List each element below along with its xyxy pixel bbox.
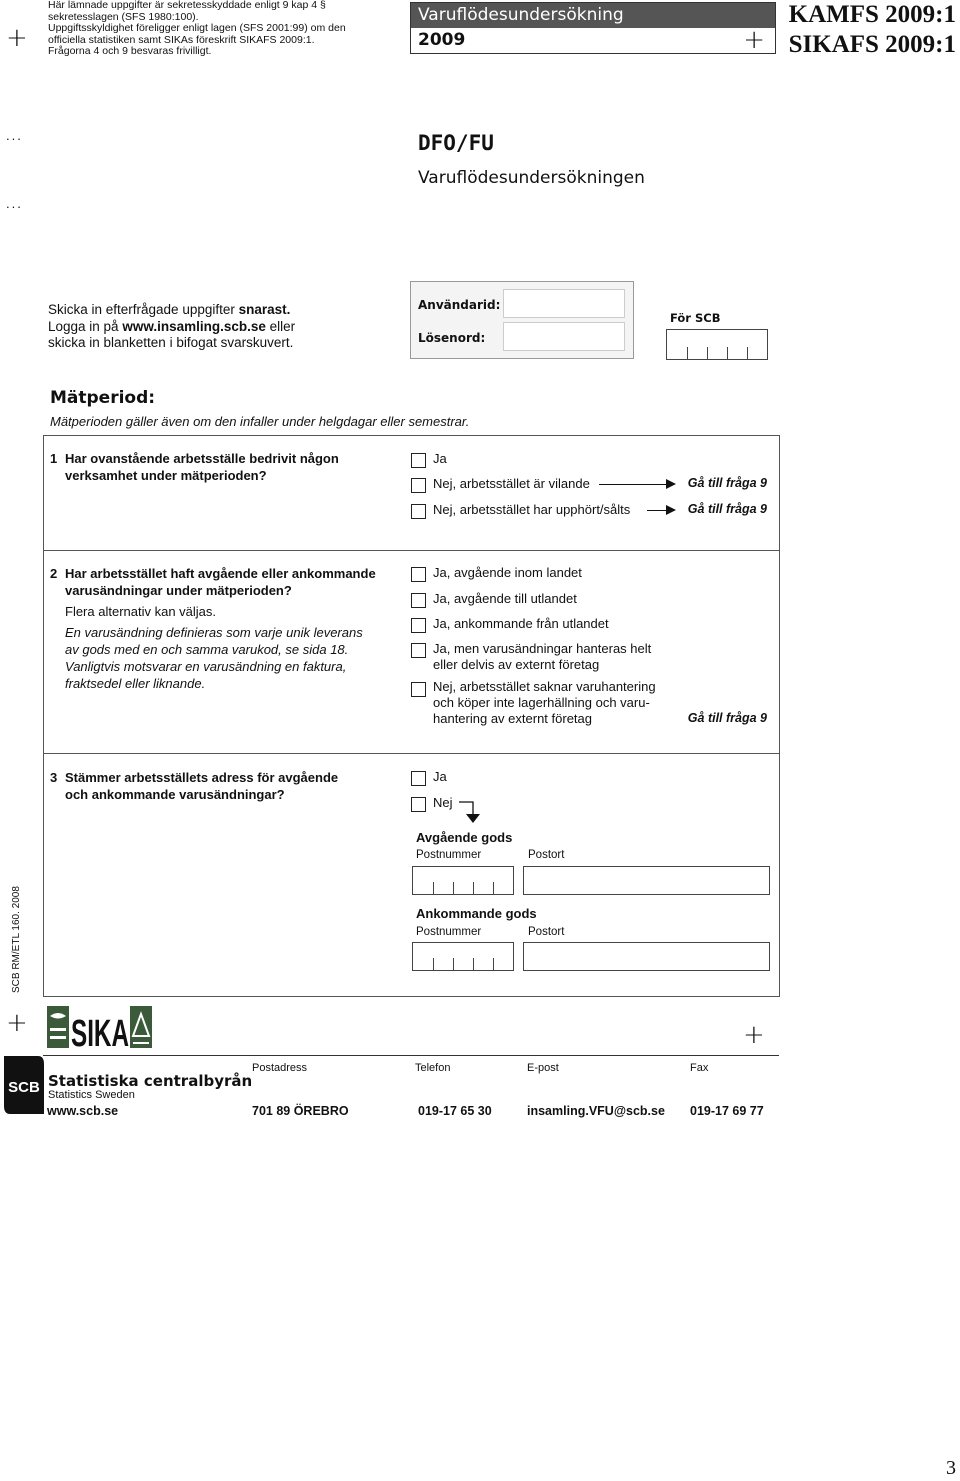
q2-option-2-checkbox[interactable] xyxy=(411,593,426,608)
postcode-label: Postnummer xyxy=(416,849,482,861)
q3-option-nej-checkbox[interactable] xyxy=(411,797,426,812)
q2-option-label: Ja, men varusändningar hanteras helt eller delvis av externt företag xyxy=(433,641,652,672)
question-1: 1 Har ovanstående arbetsställe bedrivit någon verksamhet under mätperioden? Ja Nej, arbetsstället är vilande Gå till fråga 9 Nej, arbetsstället har upphört/sålts Gå till fråga 9 xyxy=(43,435,780,551)
question-3-text: Stämmer arbetsställets adress för avgående och ankommande varusändningar? xyxy=(65,770,339,802)
q1-option-ja-checkbox[interactable] xyxy=(411,453,426,468)
email-label: E-post xyxy=(527,1062,559,1074)
website-link[interactable]: www.scb.se xyxy=(47,1104,119,1118)
question-2-text: Har arbetsstället haft avgående eller ankommande varusändningar under mätperioden? Flera alternativ kan väljas. En varusändning definieras som varje unik leverans av gods med en och samma varukod, se sida 18. Vanligtvis motsvarar en varusändning en faktura, fraktsedel eller liknande. xyxy=(65,566,376,691)
postal-label: Postadress xyxy=(252,1062,308,1074)
q1-option-label: Ja xyxy=(433,451,447,466)
fax-label: Fax xyxy=(690,1062,709,1074)
footer-divider xyxy=(43,1055,779,1056)
org-code: DFO/FU xyxy=(418,131,494,155)
goto-label: Gå till fråga 9 xyxy=(687,476,767,490)
regulation-codes: KAMFS 2009:1 SIKAFS 2009:1 xyxy=(788,1,956,58)
user-id-label: Användarid: xyxy=(418,298,501,312)
q2-option-3-checkbox[interactable] xyxy=(411,618,426,633)
insamling-link[interactable]: www.insamling.scb.se xyxy=(122,318,266,334)
period-note: Mätperioden gäller även om den infaller under helgdagar eller semestrar. xyxy=(50,414,470,429)
arrow-right-icon xyxy=(599,484,667,485)
incoming-postcode-field[interactable] xyxy=(412,942,514,971)
city-label: Postort xyxy=(528,849,565,861)
question-2: 2 Har arbetsstället haft avgående eller ankommande varusändningar under mätperioden? Flera alternativ kan väljas. En varusändning definieras som varje unik leverans av gods med en och samma varukod, se sida 18. Vanligtvis motsvarar en varusändning en faktura, fraktsedel eller liknande. Ja, avgående inom landet Ja, avgående till utlandet Ja, ankommande från utlandet Ja, men varusändningar hanteras helt eller delvis av externt företag Nej, arbetsstället saknar varuhantering och köper inte lagerhällning och varu- hantering av externt företag Gå till fråga 9 xyxy=(43,549,780,754)
q2-option-label: Ja, avgående till utlandet xyxy=(433,591,577,606)
registration-mark-icon: + xyxy=(6,23,28,53)
intro-text: Skicka in efterfrågade uppgifter snarast. Logga in på www.insamling.scb.se eller skicka in blanketten i bifogat svarskuvert. xyxy=(48,302,296,350)
incoming-title: Ankommande gods xyxy=(416,906,537,921)
sika-logo xyxy=(47,1006,153,1050)
confidentiality-note: Här lämnade uppgifter är sekretesskyddade enligt 9 kap 4 § sekretesslagen (SFS 1980:100). Uppgiftsskyldighet föreligger enligt lagen (SFS 2001:99) om den officiella statistiken samt SIKAs föreskrift SIKAFS 2009:1. Frågorna 4 och 9 besvaras frivilligt. xyxy=(48,0,346,57)
q2-option-1-checkbox[interactable] xyxy=(411,567,426,582)
scb-use-box[interactable] xyxy=(666,329,768,360)
form-code: SCB RM/ETL 160. 2008 xyxy=(11,886,22,993)
scb-logo-icon xyxy=(4,1056,44,1114)
question-1-text: Har ovanstående arbetsställe bedrivit någon verksamhet under mätperioden? xyxy=(65,451,339,483)
password-field[interactable] xyxy=(503,322,625,351)
arrow-right-icon xyxy=(647,510,667,511)
survey-title-box xyxy=(410,2,776,54)
email-link[interactable]: insamling.VFU@scb.se xyxy=(527,1104,665,1118)
postal-address: 701 89 ÖREBRO xyxy=(252,1104,349,1118)
q2-option-label: Ja, avgående inom landet xyxy=(433,565,582,580)
period-title: Mätperiod: xyxy=(50,388,156,408)
registration-mark-icon: + xyxy=(743,25,765,55)
q3-option-label: Nej xyxy=(433,795,453,810)
user-id-field[interactable] xyxy=(503,289,625,318)
survey-title: Varuflödesundersökning xyxy=(411,3,775,28)
q2-option-label: Nej, arbetsstället saknar varuhantering och köper inte lagerhällning och varu- hantering av externt företag xyxy=(433,679,656,726)
q3-option-ja-checkbox[interactable] xyxy=(411,771,426,786)
svg-text:SCB: SCB xyxy=(8,1079,40,1096)
q2-option-label: Ja, ankommande från utlandet xyxy=(433,616,609,631)
question-3: 3 Stämmer arbetsställets adress för avgående och ankommande varusändningar? Ja Nej Avgående gods Postnummer Postort Ankommande gods Postnummer Postort xyxy=(43,753,780,997)
scb-name-en: Statistics Sweden xyxy=(48,1089,135,1101)
outgoing-title: Avgående gods xyxy=(416,830,513,845)
goto-label: Gå till fråga 9 xyxy=(687,711,767,725)
outgoing-city-field[interactable] xyxy=(523,866,770,895)
q1-option-label: Nej, arbetsstället har upphört/sålts xyxy=(433,502,631,517)
scb-use-label: För SCB xyxy=(670,311,721,325)
city-label: Postort xyxy=(528,926,565,938)
fax-number: 019-17 69 77 xyxy=(690,1104,764,1118)
q1-option-label: Nej, arbetsstället är vilande xyxy=(433,476,590,491)
phone-label: Telefon xyxy=(415,1062,451,1074)
outgoing-postcode-field[interactable] xyxy=(412,866,514,895)
arrow-down-icon xyxy=(457,801,483,827)
address-placeholder: ... xyxy=(6,196,23,211)
q1-option-upphort-checkbox[interactable] xyxy=(411,504,426,519)
goto-label: Gå till fråga 9 xyxy=(687,502,767,516)
q3-option-label: Ja xyxy=(433,769,447,784)
phone-number: 019-17 65 30 xyxy=(418,1104,492,1118)
survey-year-row xyxy=(411,25,775,55)
password-label: Lösenord: xyxy=(418,331,486,345)
scb-name: Statistiska centralbyrån xyxy=(48,1072,253,1090)
page-number: 3 xyxy=(946,1457,956,1479)
svg-text:SIKA: SIKA xyxy=(71,1013,129,1050)
survey-name: Varuflödesundersökningen xyxy=(418,168,645,188)
incoming-city-field[interactable] xyxy=(523,942,770,971)
login-box xyxy=(410,281,634,359)
address-placeholder: ... xyxy=(6,128,23,143)
registration-mark-icon: + xyxy=(743,1020,765,1050)
q2-option-5-checkbox[interactable] xyxy=(411,682,426,697)
q2-option-4-checkbox[interactable] xyxy=(411,643,426,658)
q1-option-vilande-checkbox[interactable] xyxy=(411,478,426,493)
postcode-label: Postnummer xyxy=(416,926,482,938)
registration-mark-icon: + xyxy=(6,1008,28,1038)
survey-year: 2009 xyxy=(418,30,466,50)
